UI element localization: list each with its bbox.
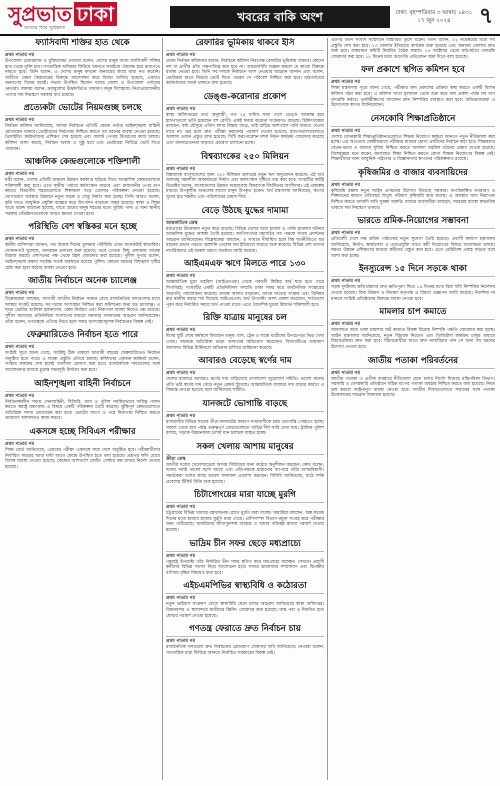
story-headline: রেফারির ভূমিকায় থাকবে ইসি: [166, 38, 324, 51]
story-headline: প্রত্যেকটা ভোটের নিয়মগুচ্ছ চলছে: [5, 103, 160, 116]
story-byline: প্রথম পাতার পর: [5, 345, 34, 351]
story-headline: জাতীয় পতাকা পরিবর্তনের: [331, 356, 495, 369]
story-body: নির্বাচনকালীন সময়ে সেনাবাহিনী, বিজিবি, র‍্যাব ও পুলিশ সমন্বিতভাবে দায়িত্ব পালন করবে। স্বরাষ্ট্র মন্ত্রণালয় এ বিষয়ে একটি পরিকল্পনা তৈরি করেছে। ঝুঁকিপূর্ণ কেন্দ্রগুলোতে অতিরিক্ত সদস্য মোতায়েন করা হবে। ভোটের আগে ও পরে নিরাপত্তা নিশ্চিত করতে ভ্রাম্যমাণ আদালতও কাজ করবে।: [5, 399, 160, 422]
story-headline: আঞ্চলিক কেন্দ্রগুলোকে শক্তিশালী: [5, 157, 160, 170]
column-left: [5, 38, 160, 780]
story-byline: প্রথম পাতার পর: [331, 279, 360, 285]
story-body: পররাষ্ট্র উপদেষ্টা তাঁর নির্ধারিত চীন সফর স্থগিত করে মধ্যপ্রাচ্যে যাচ্ছেন। সেখানে প্রবাসী কর্মীদের বিভিন্ন সমস্যা নিয়ে আলোচনা হবে। সফরে শ্রমবাজার সম্প্রসারণ এবং দ্বিপক্ষীয় বাণিজ্য বৃদ্ধির বিষয়েও কথা হবে।: [166, 559, 324, 576]
story-byline: ক্রীড়া ডেস্ক: [166, 456, 186, 462]
story-headline: বেড়ে উঠছে যুদ্ধের দামামা: [166, 206, 324, 219]
story-body: কৃষিজমি রক্ষায় নতুন আইন প্রণয়নের উদ্যোগ নিয়েছে সরকার। অপরিকল্পিত নগরায়ণ ও শিল্পায়নের কারণে প্রতিবছর বিপুল পরিমাণ কৃষিজমি কমে যাচ্ছে। এ অবস্থায় খাদ্য নিরাপত্তা নিশ্চিত করতে আবাদি জমি সুরক্ষা জরুরি। বাজার ব্যবসায়ীরা বলছেন, সরবরাহ ব্যবস্থা স্বাভাবিক থাকলে দাম নিয়ন্ত্রণে থাকবে।: [331, 188, 495, 211]
story-body: বিশ্বব্যাংক বাংলাদেশের জন্য ২৫০ মিলিয়ন ডলারের নতুন ঋণ অনুমোদন করেছে। এই অর্থ জলবায়ু সহনশীল অবকাঠামো নির্মাণ এবং কর্মসংস্থান সৃষ্টিতে ব্যয় করা হবে। সংস্থাটির কান্ট্রি ডিরেক্টর বলেন, বাংলাদেশের উন্নয়ন অগ্রযাত্রায় বিশ্বব্যাংক দীর্ঘদিনের অংশীদার। এই প্রকল্পের মাধ্যমে উপকূলীয় অঞ্চলের লাখো মানুষ উপকৃত হবেন। অর্থ মন্ত্রণালয় জানিয়েছে, ঋণের সুদের হার সহনীয় এবং পরিশোধের মেয়াদ দীর্ঘ।: [166, 172, 324, 200]
story-byline: প্রথম পাতার পর: [166, 596, 195, 602]
story-headline: ভাদ্রিম চীন সফর ছেড়ে মধ্যপ্রাচ্যে: [166, 539, 324, 552]
news-story: [166, 581, 324, 619]
story-body: জাতীয় দলের খেলোয়াড়েরা আসন্ন সিরিজের জন্য কঠোর অনুশীলন করছেন। কোচ বলেন, দলের সবাই ভালো ছন্দে আছে এবং প্রতিপক্ষকে হারানোর ব্যাপারে তাঁরা আত্মবিশ্বাসী। সমর্থকেরা দলের কাছে ভালো ফলাফল প্রত্যাশা করছেন। বিসিবি জানিয়েছে, মাঠে দর্শক প্রবেশের টিকিট বিক্রি শুরু হয়েছে।: [166, 462, 324, 485]
story-headline: গণতন্ত্র ফেরাতে দ্রুত নির্বাচন চায়: [166, 624, 324, 637]
story-body: স্বাস্থ্য অধিদপ্তরের তথ্য অনুযায়ী, গত ২৪ ঘণ্টায় সারা দেশে ডেঙ্গু আক্রান্ত হয়ে হাসপাতালে ভর্তি হয়েছেন বহু রোগী। একই সময়ে করোনা সংক্রমণও বাড়ছে। চিকিৎসকেরা বলছেন, বর্ষা মৌসুমে এডিস মশার বিস্তার বাড়ে, তাই বাড়ির আশপাশে পানি জমতে দেওয়া যাবে না। জ্বর হলে দ্রুত পরীক্ষা করানোর পরামর্শ দেওয়া হয়েছে। হাসপাতালগুলোতে আলাদা ওয়ার্ড প্রস্তুত রাখা হয়েছে। সিটি করপোরেশন মশক নিধন কার্যক্রম জোরদার করেছে এবং জনসচেতনতা বাড়াতে প্রচারণা চালানো হচ্ছে।: [166, 112, 324, 146]
news-story: [5, 427, 160, 470]
story-headline: আইনশৃঙ্খলা বাহিনী নির্বাচনে: [5, 379, 160, 392]
news-story: [5, 379, 160, 422]
story-headline: ফেব্রুয়ারিতেও নির্বাচন হতে পারে: [5, 330, 160, 343]
story-byline: প্রথম পাতার পর: [166, 328, 195, 334]
column-rule: [327, 38, 328, 780]
story-body: চট্টগ্রামের বিভিন্ন খামারে রহস্যজনক রোগে মুরগি মারা যাচ্ছে। খামারিরা বলছেন, অল্প কয়েক দিনের মধ্যে হাজার হাজার মুরগি মারা গেছে। প্রাণিসম্পদ বিভাগ নমুনা সংগ্রহ করে পরীক্ষার জন্য পাঠিয়েছে। খামারিদের জীবাণুনাশক ব্যবহার ও খামার পরিচ্ছন্ন রাখার পরামর্শ দেওয়া হয়েছে।: [166, 511, 324, 533]
story-byline: প্রথম পাতার পর: [331, 182, 360, 188]
story-byline: প্রথম পাতার পর: [331, 128, 360, 134]
story-body: স্থানীয় বাসিন্দারা জানান, গত কয়েক দিনের তুলনায় পরিস্থিতি এখন অনেকটাই স্বাভাবিক। দোকানপাট খুলেছে, যানবাহন চলাচল শুরু হয়েছে। তবে এখনো কিছু এলাকায় আতঙ্ক বিরাজ করছে। প্রশাসনের পক্ষ থেকে টহল জোরদার করা হয়েছে। পুলিশ সুপার বলেন, আইনশৃঙ্খলা রক্ষায় সর্বোচ্চ সতর্ক অবস্থানে রয়েছে পুলিশ। কোনো ধরনের বিশৃঙ্খলা সৃষ্টির চেষ্টা করা হলে কঠোর ব্যবস্থা নেওয়া হবে।: [5, 243, 160, 271]
news-story: [5, 103, 160, 152]
story-body: জাতীয় পতাকা ও প্রতীক ব্যবহারে নীতিমালা মেনে চলার নির্দেশ দিয়েছে মন্ত্রিপরিষদ বিভাগ। সরকারি ও বেসরকারি প্রতিষ্ঠানে সঠিক মাপের পতাকা ব্যবহার নিশ্চিত করতে বলা হয়েছে। নিয়ম ভঙ্গ করলে আইনানুগ ব্যবস্থা নেওয়া হবে। জাতীয় দিবসগুলোতে সম্মানের সঙ্গে পতাকা উত্তোলনের আহ্বান জানানো হয়েছে।: [331, 376, 495, 399]
section-banner: খবরের বাকি অংশ: [170, 6, 390, 28]
story-body: আন্তর্জাতিক মুদ্রা তহবিল (আইএমএফ) থেকে পরবর্তী কিস্তির অর্থ ছাড় হতে পারে শিগগিরই। সংস্থাটির একটি প্রতিনিধিদল সম্প্রতি ঢাকা সফর করে অর্থনৈতিক সংস্কারের অগ্রগতি পর্যালোচনা করেছে। রাজস্ব আদায় বাড়ানো, ব্যাংক খাতের সংস্কার এবং বিনিময় হার নমনীয় করার শর্ত দিয়েছে আইএমএফ। অর্থ উপদেষ্টা আশা প্রকাশ করেছেন, শর্তগুলো পূরণ করে নির্ধারিত সময়ে অর্থ পাওয়া যাবে। এতে বৈদেশিক মুদ্রার রিজার্ভ শক্তিশালী হবে।: [166, 280, 324, 308]
news-story: [5, 276, 160, 325]
news-story: [331, 168, 495, 211]
story-byline: প্রথম পাতার পর: [5, 291, 34, 297]
story-body: নির্বাচন কমিশন জানিয়েছে, আসন্ন নির্বাচনে প্রতিটি কেন্দ্রে পর্যাপ্ত আইনশৃঙ্খলা বাহিনী মোতায়েন থাকবে। ভোটারদের নিরাপত্তা নিশ্চিত করতে সব ধরনের ব্যবস্থা নেওয়া হয়েছে। প্রিসাইডিং কর্মকর্তাদের প্রশিক্ষণ শেষ হয়েছে এবং ব্যালট পেপার বিতরণের কাজ চলছে। কমিশন আশা করছে, নির্বাচন অবাধ ও সুষ্ঠু হবে এবং ভোটাররা নির্বিঘ্নে ভোট দিতে পারবেন।: [5, 124, 160, 152]
story-body: রাজনৈতিক দলগুলো দ্রুত নির্বাচনের রোডম্যাপ ঘোষণার দাবি জানিয়েছে। নেতারা বলেন, গণতান্ত্রিক ধারা ফিরিয়ে আনতে নির্বাচিত সরকারের বিকল্প নেই।: [166, 645, 324, 656]
story-headline: ফ্যাসিবাদী শক্তির হাত থেকে: [5, 38, 160, 51]
story-body: প্রধান নির্বাচন কমিশনার বলেন, নির্বাচনে কমিশন নিরপেক্ষ রেফারির ভূমিকায় থাকবে। কোনো দল বা প্রার্থীর প্রতি পক্ষপাতিত্ব করা হবে না। আচরণবিধি লঙ্ঘন করলে যে কারো বিরুদ্ধে ব্যবস্থা নেওয়া হবে। তিনি সব দলকে নির্বাচনে অংশ নেওয়ার আহ্বান জানান এবং বলেন, ভোটাররা যাতে নির্ভয়ে ভোট দিতে পারেন সে পরিবেশ নিশ্চিত করা হবে। মাঠপর্যায়ের কর্মকর্তাদের সতর্ক থাকতে বলা হয়েছে।: [166, 59, 324, 87]
story-headline: কৃষিজমির ও বাজার ব্যবসায়িদের: [331, 168, 495, 181]
story-byline: প্রথম পাতার পর: [5, 172, 34, 178]
news-story: [331, 264, 495, 302]
news-story: [5, 157, 160, 217]
story-headline: আবারও বেড়েছে স্বর্ণের দাম: [166, 356, 324, 369]
story-byline: প্রথম পাতার পর: [166, 371, 195, 377]
story-headline: বিশ্বব্যাংকের ২৫০ মিলিয়ন: [166, 152, 324, 165]
news-story: [166, 442, 324, 485]
column-right: [331, 38, 495, 780]
story-byline: প্রথম পাতার পর: [5, 53, 34, 58]
story-headline: যানজটে ভোগান্তি বাড়ছে: [166, 399, 324, 412]
news-story: [331, 114, 495, 163]
story-headline: রিক্তি যাত্রায় মানুষের চল: [166, 313, 324, 326]
tagline: সত্যের পথে সুপ্রভাত: [24, 25, 66, 31]
story-body: বিশ্লেষকেরা বলছেন, আগামী জাতীয় নির্বাচন সামনে রেখে রাজনৈতিক দলগুলোর মধ্যে আস্থার সংকট রয়েছে। সব দলের অংশগ্রহণ নিশ্চিত করা কমিশনের জন্য বড় চ্যালেঞ্জ। এ ছাড়া ভোটার তালিকা হালনাগাদ, কেন্দ্র নির্ধারণ এবং নিরাপত্তা ব্যবস্থা নিয়েও প্রশ্ন রয়েছে। সুশীল সমাজের প্রতিনিধিরা সংলাপের মাধ্যমে সমস্যার সমাধানের আহ্বান জানিয়েছেন। তাঁরা বলেন, গণতন্ত্রকে এগিয়ে নিতে হলে সবার অংশগ্রহণমূলক নির্বাচনের বিকল্প নেই।: [5, 297, 160, 325]
news-story: [331, 356, 495, 399]
date-line-1: ঢাকা: বৃহস্পতিবার ৩ আষাঢ় ১৪৩১: [395, 10, 473, 16]
story-byline: প্রথম পাতার পর: [5, 393, 34, 399]
news-story: [331, 38, 495, 60]
news-story: [166, 38, 324, 87]
story-byline: প্রথম পাতার পর: [331, 322, 360, 328]
story-byline: প্রথম পাতার পর: [166, 639, 195, 645]
news-story: [5, 222, 160, 271]
story-body: মন্ত্রী বলেন, দেশের প্রতিটি অঞ্চলে উন্নয়ন কর্মকাণ্ড ছড়িয়ে দিতে আঞ্চলিক কেন্দ্রগুলোকে শক্তিশালী করা হবে। এতে স্থানীয় পর্যায়ে কর্মসংস্থান বাড়বে এবং রাজধানীর ওপর চাপ কমবে। বিভাগীয় শহরগুলোতে শিল্পাঞ্চল গড়ে তোলার পরিকল্পনা নেওয়া হয়েছে। যোগাযোগ ব্যবস্থার উন্নয়নে নতুন সড়ক ও সেতু নির্মাণ করা হচ্ছে। তিনি আরও বলেন, কৃষি খাতে আধুনিক প্রযুক্তি ব্যবহার করে উৎপাদন বাড়ানো সম্ভব হয়েছে। স্বাস্থ্য ও শিক্ষা খাতে বরাদ্দ বাড়ানো হয়েছে, যাতে গ্রামের মানুষ শহরের মতো সুবিধা পান। এ জন্য স্থানীয় সরকার প্রতিষ্ঠানগুলোকে আরও ক্ষমতা দেওয়া হবে।: [5, 178, 160, 217]
masthead: [0, 0, 500, 36]
story-body: রাজধানীর বিভিন্ন সড়কে তীব্র যানজটের কারণে নগরবাসীকে চরম ভোগান্তি পোহাতে হচ্ছে। সকাল থেকে রাত পর্যন্ত গুরুত্বপূর্ণ মোড়গুলোতে গাড়ির দীর্ঘ সারি দেখা যায়। ট্রাফিক পুলিশ বলছে, সড়কে উন্নয়নকাজ চলায় যান চলাচল ব্যাহত হচ্ছে।: [166, 420, 324, 437]
news-story: [166, 313, 324, 351]
story-body: দেশের বাজারে আবারও স্বর্ণের দাম বাড়িয়েছে বাংলাদেশ জুয়েলার্স সমিতি। ভালো মানের প্রতি ভরি স্বর্ণের দাম বেড়ে নতুন রেকর্ড ছুঁয়েছে। আন্তর্জাতিক বাজারে দাম বাড়ার কারণে এ সিদ্ধান্ত নেওয়া হয়েছে বলে জানিয়েছে সমিতি।: [166, 377, 324, 394]
story-byline: প্রথম পাতার পর: [166, 553, 195, 559]
date-line-2: ১৭ জুন ২০২৪: [417, 18, 451, 24]
news-story: [166, 490, 324, 533]
news-story: [5, 330, 160, 373]
logo-part2: ঢাকা: [74, 2, 117, 26]
story-byline: প্রথম পাতার পর: [5, 441, 34, 447]
story-headline: ফল প্রকাশে স্থগিত কমিশন হবে: [331, 65, 495, 78]
story-byline: প্রথম পাতার পর: [166, 106, 195, 112]
story-byline: প্রথম পাতার পর: [331, 370, 360, 376]
story-body: এরপর তিনি সংবাদ সম্মেলনে বিস্তারিত তুলে ধরেন। তিনি বলেন, ২২ নভেম্বরের মধ্যে সব প্রস্তুতি শেষ করা হবে। ১৩ জেলায় ইতিমধ্যে কার্যক্রম শুরু হয়েছে এবং অন্যান্য জেলায় দ্রুত শুরু হবে। বাস্তবায়ন কমিটি নিয়মিত বৈঠক করছে। ২৫ অক্টোবর থেকে মাঠপর্যায়ে তদারকি জোরদার করা হবে। ১৫ দিনের মধ্যে অগ্রগতি প্রতিবেদন জমা দিতে বলা হয়েছে।: [331, 38, 495, 60]
story-headline: সকল খেলায় আশায় মানুষের: [166, 442, 324, 455]
story-body: প্রতিবেশী দেশে দক্ষ শ্রমিক পাঠানোর নতুন সুযোগ তৈরি হয়েছে। প্রবাসী কল্যাণ মন্ত্রণালয় জানিয়েছে, নির্মাণ, স্বাস্থ্যসেবা ও তথ্যপ্রযুক্তি খাতে কর্মী নিয়োগের বিষয়ে আলোচনা চলছে। দক্ষতা উন্নয়ন প্রশিক্ষণের মাধ্যমে কর্মীদের প্রস্তুত করা হবে। এতে রেমিট্যান্স প্রবাহ বাড়বে বলে আশা করা হচ্ছে।: [331, 237, 495, 259]
story-headline: জাতীয় নির্বাচনে অনেক চ্যালেঞ্জ: [5, 276, 160, 289]
story-body: নতুন ভাইরাস সংক্রমণ রোধে স্বাস্থ্যবিধি মেনে চলার আহ্বান জানিয়েছে স্বাস্থ্য অধিদপ্তর। বিমানবন্দর ও স্থলবন্দরে যাত্রীদের স্ক্রিনিং জোরদার করা হয়েছে। মাস্ক পরা ও নিয়মিত হাত ধোয়ার পরামর্শ দেওয়া হয়েছে।: [166, 602, 324, 619]
page-number: ৭: [478, 4, 494, 29]
story-body: উপজেলা চেয়ারম্যান ও মুক্তিযোদ্ধা নেতারা বলেন, দেশের মানুষ আজ ফ্যাসিবাদী শক্তির হাত থেকে মুক্তি চায়। গণতান্ত্রিক অধিকার ফিরিয়ে আনতে সবাইকে ঐক্যবদ্ধ হয়ে রাজপথে নামতে হবে। তিনি বলেন, এ দেশের মানুষ কখনো অন্যায়ের কাছে মাথা নত করেনি। অতীতে যেমন স্বৈরাচারের বিরুদ্ধে আন্দোলন করে বিজয় অর্জিত হয়েছে, এবারও জনগণের বিজয় হবেই। সভায় উপস্থিত ছিলেন দলের জেলা ও উপজেলা পর্যায়ের নেতারা। বক্তারা বলেন, দ্রব্যমূল্যের ঊর্ধ্বগতিতে সাধারণ মানুষ দিশেহারা। নিত্যপ্রয়োজনীয় পণ্যের দাম নিয়ন্ত্রণে সরকার ব্যর্থ হয়েছে।: [5, 59, 160, 98]
news-story: [331, 216, 495, 259]
news-story: [166, 92, 324, 147]
story-headline: ডেঙ্গু-করোনার প্রকোপ: [166, 92, 324, 105]
news-story: [331, 307, 495, 350]
news-story: [166, 206, 324, 255]
story-body: আদালতে জমে থাকা মামলার জট কমাতে বিকল্প বিরোধ নিষ্পত্তি পদ্ধতি জোরদার করা হচ্ছে। আইন মন্ত্রণালয় জানিয়েছে, নতুন বিচারক নিয়োগ এবং ডিজিটাল কার্যক্রম চালুর মাধ্যমে বিচারপ্রক্রিয়া দ্রুত করা হবে। বিচারপ্রার্থীরা যাতে দ্রুত ন্যায়বিচার পান সে জন্য সব ধরনের উদ্যোগ নেওয়া হবে।: [331, 328, 495, 351]
news-story: [166, 539, 324, 577]
dateline: [395, 9, 473, 25]
story-body: শিক্ষা মন্ত্রণালয় সূত্রে জানা গেছে, পরীক্ষার ফল প্রকাশের প্রক্রিয়া স্বচ্ছ করতে একটি বিশেষ কমিশন গঠন করা হবে। এ কমিশন খাতা মূল্যায়ন থেকে শুরু করে ফল প্রকাশ পর্যন্ত সব ধাপ তদারকি করবে। পুনর্নিরীক্ষণের আবেদন দ্রুত নিষ্পত্তির ব্যবস্থাও করা হবে। অভিভাবকেরা এ উদ্যোগকে স্বাগত জানিয়েছেন।: [331, 86, 495, 109]
story-byline: প্রথম পাতার পর: [5, 118, 34, 124]
news-story: [166, 152, 324, 201]
news-story: [5, 38, 160, 98]
story-headline: ভারতে শ্রমিক-নিয়োগের সম্ভাবনা: [331, 216, 495, 229]
story-body: সড়ক দুর্ঘটনায় ক্ষতিগ্রস্তদের দ্রুত ক্ষতিপূরণ দিতে ১৫ দিনের মধ্যে বিমা দাবি নিষ্পত্তির নির্দেশনা দেওয়া হয়েছে। বিমা উন্নয়ন ও নিয়ন্ত্রণ কর্তৃপক্ষ এ বিষয়ে প্রজ্ঞাপন জারি করেছে। নির্দেশনা না মানলে সংশ্লিষ্ট প্রতিষ্ঠানের বিরুদ্ধে ব্যবস্থা নেওয়া হবে।: [331, 285, 495, 302]
story-byline: প্রথম পাতার পর: [166, 53, 195, 58]
story-headline: নেসকোবি শিক্ষাপ্রতিষ্ঠানে: [331, 114, 495, 127]
story-headline: পরিস্থিতি বেশ স্বস্তিকর মনে হচ্ছে: [5, 222, 160, 235]
story-headline: একসঙ্গে হচ্ছে সিবিএস পরীক্ষার: [5, 427, 160, 440]
news-story: [166, 624, 324, 656]
story-byline: প্রথম পাতার পর: [166, 505, 195, 511]
story-headline: চিটাগোংয়ের মারা যাচ্ছে মুরগি: [166, 490, 324, 503]
story-body: সংশ্লিষ্ট সূত্রে জানা গেছে, সবকিছু ঠিক থাকলে আগামী বছরের ফেব্রুয়ারিতেও নির্বাচন অনুষ্ঠিত হতে পারে। এ লক্ষ্যে প্রস্তুতি এগিয়ে চলছে। কমিশনের একজন কর্মকর্তা বলেন, সংস্কার কার্যক্রম শেষ হলেই তফসিল ঘোষণা করা হবে। রাজনৈতিক দলগুলোর সঙ্গে আলোচনার মাধ্যমে চূড়ান্ত সময়সূচি নির্ধারণ করা হবে।: [5, 351, 160, 373]
story-byline: প্রথম পাতার পর: [331, 231, 360, 237]
column-center: [166, 38, 324, 780]
logo-part1: সুপ্রভাত: [8, 2, 72, 26]
news-story: [166, 259, 324, 308]
story-byline: প্রথম পাতার পর: [166, 414, 195, 419]
story-byline: প্রথম পাতার পর: [5, 237, 34, 243]
story-headline: এইচএমপিভির স্বাস্থ্যবিধি ও কঠোরতা: [166, 581, 324, 594]
story-byline: আন্তর্জাতিক ডেস্ক: [166, 220, 198, 226]
column-rule: [162, 38, 163, 780]
news-story: [166, 399, 324, 437]
story-byline: প্রথম পাতার পর: [166, 166, 195, 172]
story-headline: ইনস্যুরেন্স ১৫ দিনে সড়কে থাকা: [331, 264, 495, 277]
news-story: [166, 356, 324, 394]
story-headline: মামলার চাপ কমাতে: [331, 307, 495, 320]
story-body: শিক্ষা বোর্ড জানিয়েছে, এবারের পরীক্ষা একসঙ্গে সারা দেশে অনুষ্ঠিত হবে। পরীক্ষার্থীদের নির্ধারিত সময়ের আধা ঘণ্টা আগে কেন্দ্রে উপস্থিত হতে বলা হয়েছে। প্রশ্নপত্র ফাঁস রোধে বিশেষ ব্যবস্থা নেওয়া হয়েছে। কেন্দ্রের আশপাশে কোচিং সেন্টার বন্ধ রাখার নির্দেশ দেওয়া হয়েছে।: [5, 447, 160, 470]
story-body: মধ্যপ্রাচ্যে উত্তেজনা নতুন করে বাড়ছে। বিভিন্ন দেশের মধ্যে হামলা ও পাল্টা হামলার ঘটনায় আঞ্চলিক যুদ্ধের আশঙ্কা তৈরি হয়েছে। জাতিসংঘের মহাসচিব সব পক্ষকে সংযম প্রদর্শনের আহ্বান জানিয়েছেন। বিশ্লেষকেরা বলছেন, এ সংঘাত দীর্ঘায়িত হলে বিশ্ব অর্থনীতিতে বড় ধরনের প্রভাব পড়বে। জ্বালানি তেলের দাম ইতিমধ্যে বাড়তে শুরু করেছে। বিভিন্ন দেশ তাদের নাগরিকদের ওই অঞ্চল ভ্রমণে সতর্কতা জারি করেছে।: [166, 226, 324, 254]
story-body: দেশের বেসরকারি শিক্ষাপ্রতিষ্ঠানগুলোতে শিক্ষক নিয়োগে স্বচ্ছতা আনতে নতুন নীতিমালা করা হচ্ছে। এর আওতায় কেন্দ্রীয়ভাবে পরীক্ষার মাধ্যমে যোগ্য প্রার্থীদের নির্বাচন করা হবে। শিক্ষকদের বেতন-ভাতা ও অবসর সুবিধা নিশ্চিত করতে আলাদা তহবিল গঠনের প্রস্তাব দেওয়া হয়েছে। বিশেষজ্ঞরা মনে করেন, মানসম্মত শিক্ষা নিশ্চিত করতে যোগ্য শিক্ষক নিয়োগের বিকল্প নেই। শিক্ষার্থীদের জন্য আধুনিক পাঠাগার ও বিজ্ঞানাগার স্থাপনের পরিকল্পনাও রয়েছে।: [331, 134, 495, 163]
story-headline: আইএমএফ ঋণে মিলতে পারে ১৩০: [166, 259, 324, 272]
newspaper-logo: [8, 2, 117, 26]
story-body: ঈদের ছুটি শেষে কর্মস্থলে ফিরছেন মানুষ। বাস, ট্রেন ও লঞ্চে যাত্রীদের উপচেপড়া ভিড় দেখা গেছে। অনেকে অতিরিক্ত ভাড়া আদায়ের অভিযোগ করেছেন। বিআরটিএর ভ্রাম্যমাণ আদালত বিভিন্ন টার্মিনালে অভিযান চালিয়ে জরিমানা করেছে।: [166, 334, 324, 351]
news-story: [331, 65, 495, 108]
story-byline: প্রথম পাতার পর: [166, 274, 195, 280]
story-byline: প্রথম পাতার পর: [331, 80, 360, 86]
